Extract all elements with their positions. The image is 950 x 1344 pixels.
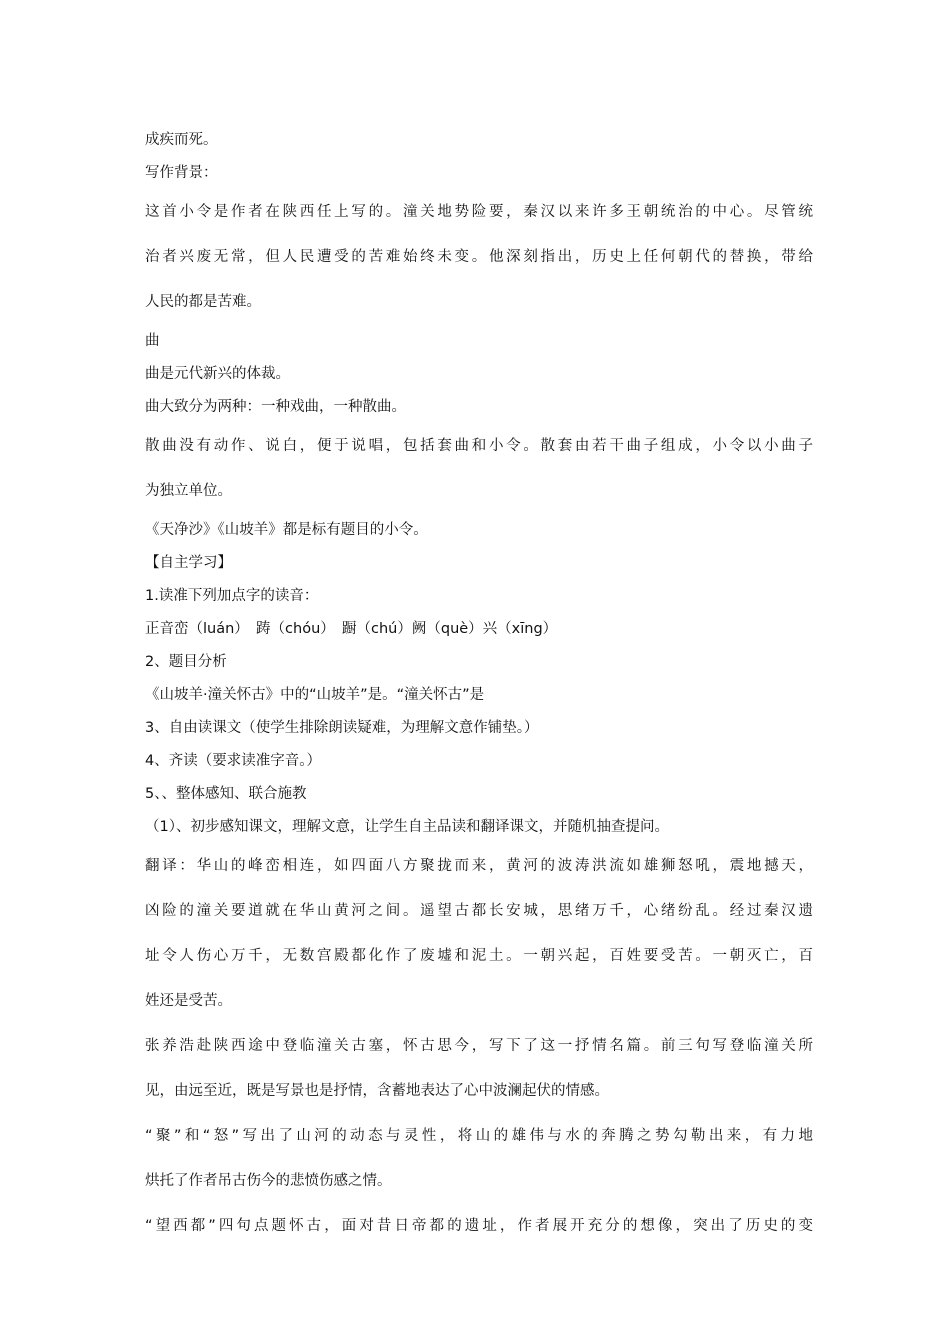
paragraph-line: 人民的都是苦难。: [145, 294, 261, 310]
list-item: 5、、整体感知、联合施教: [145, 786, 307, 802]
paragraph-line: 凶险的潼关要道就在华山黄河之间。遥望古都长安城，思绪万千，心绪纷乱。经过秦汉遗: [145, 903, 813, 919]
paragraph-line: 址令人伤心万千，无数宫殿都化作了废墟和泥土。一朝兴起，百姓要受苦。一朝灭亡，百: [145, 948, 813, 964]
paragraph-line: 《天净沙》《山坡羊》都是标有题目的小令。: [145, 522, 428, 538]
paragraph-line: 为独立单位。: [145, 483, 232, 499]
paragraph-line: 烘托了作者吊古伤今的悲愤伤感之情。: [145, 1173, 392, 1189]
paragraph-line: 散曲没有动作、说白，便于说唱，包括套曲和小令。散套由若干曲子组成，小令以小曲子: [145, 438, 813, 454]
paragraph-line: 这首小令是作者在陕西任上写的。潼关地势险要，秦汉以来许多王朝统治的中心。尽管统: [145, 204, 813, 220]
paragraph-line: 《山坡羊·潼关怀古》中的“山坡羊”是。“潼关怀古”是: [145, 687, 485, 703]
list-item: 3、自由读课文（使学生排除朗读疑难，为理解文意作铺垫。）: [145, 720, 539, 736]
list-item: 1.读准下列加点字的读音：: [145, 588, 319, 604]
paragraph-line: 成疾而死。: [145, 132, 218, 148]
paragraph-line: 张养浩赴陕西途中登临潼关古塞，怀古思今，写下了这一抒情名篇。前三句写登临潼关所: [145, 1038, 813, 1054]
list-item: 2、题目分析: [145, 654, 227, 670]
document-body: [145, 124, 813, 1249]
pronunciation-line: 正音峦（luán） 踌（chóu） 蹰（chú）阙（què）兴（xīng）: [145, 621, 558, 637]
paragraph-line: 见，由远至近，既是写景也是抒情，含蓄地表达了心中波澜起伏的情感。: [145, 1083, 609, 1099]
paragraph-line: 治者兴废无常，但人民遭受的苦难始终未变。他深刻指出，历史上任何朝代的替换，带给: [145, 249, 813, 265]
section-heading: 曲: [145, 333, 160, 349]
paragraph-line: 曲是元代新兴的体裁。: [145, 366, 290, 382]
paragraph-line: “望西都”四句点题怀古，面对昔日帝都的遗址，作者展开充分的想像，突出了历史的变: [145, 1218, 813, 1234]
section-heading: 【自主学习】: [145, 555, 232, 571]
list-item: （1）、初步感知课文，理解文意，让学生自主品读和翻译课文，并随机抽查提问。: [145, 819, 669, 835]
list-item: 4、齐读（要求读准字音。）: [145, 753, 321, 769]
section-heading: 写作背景：: [145, 165, 218, 181]
paragraph-line: 姓还是受苦。: [145, 993, 232, 1009]
paragraph-line: “聚”和“怒”写出了山河的动态与灵性，将山的雄伟与水的奔腾之势勾勒出来，有力地: [145, 1128, 813, 1144]
paragraph-line: 翻译：华山的峰峦相连，如四面八方聚拢而来，黄河的波涛洪流如雄狮怒吼，震地撼天，: [145, 858, 813, 874]
paragraph-line: 曲大致分为两种：一种戏曲，一种散曲。: [145, 399, 406, 415]
